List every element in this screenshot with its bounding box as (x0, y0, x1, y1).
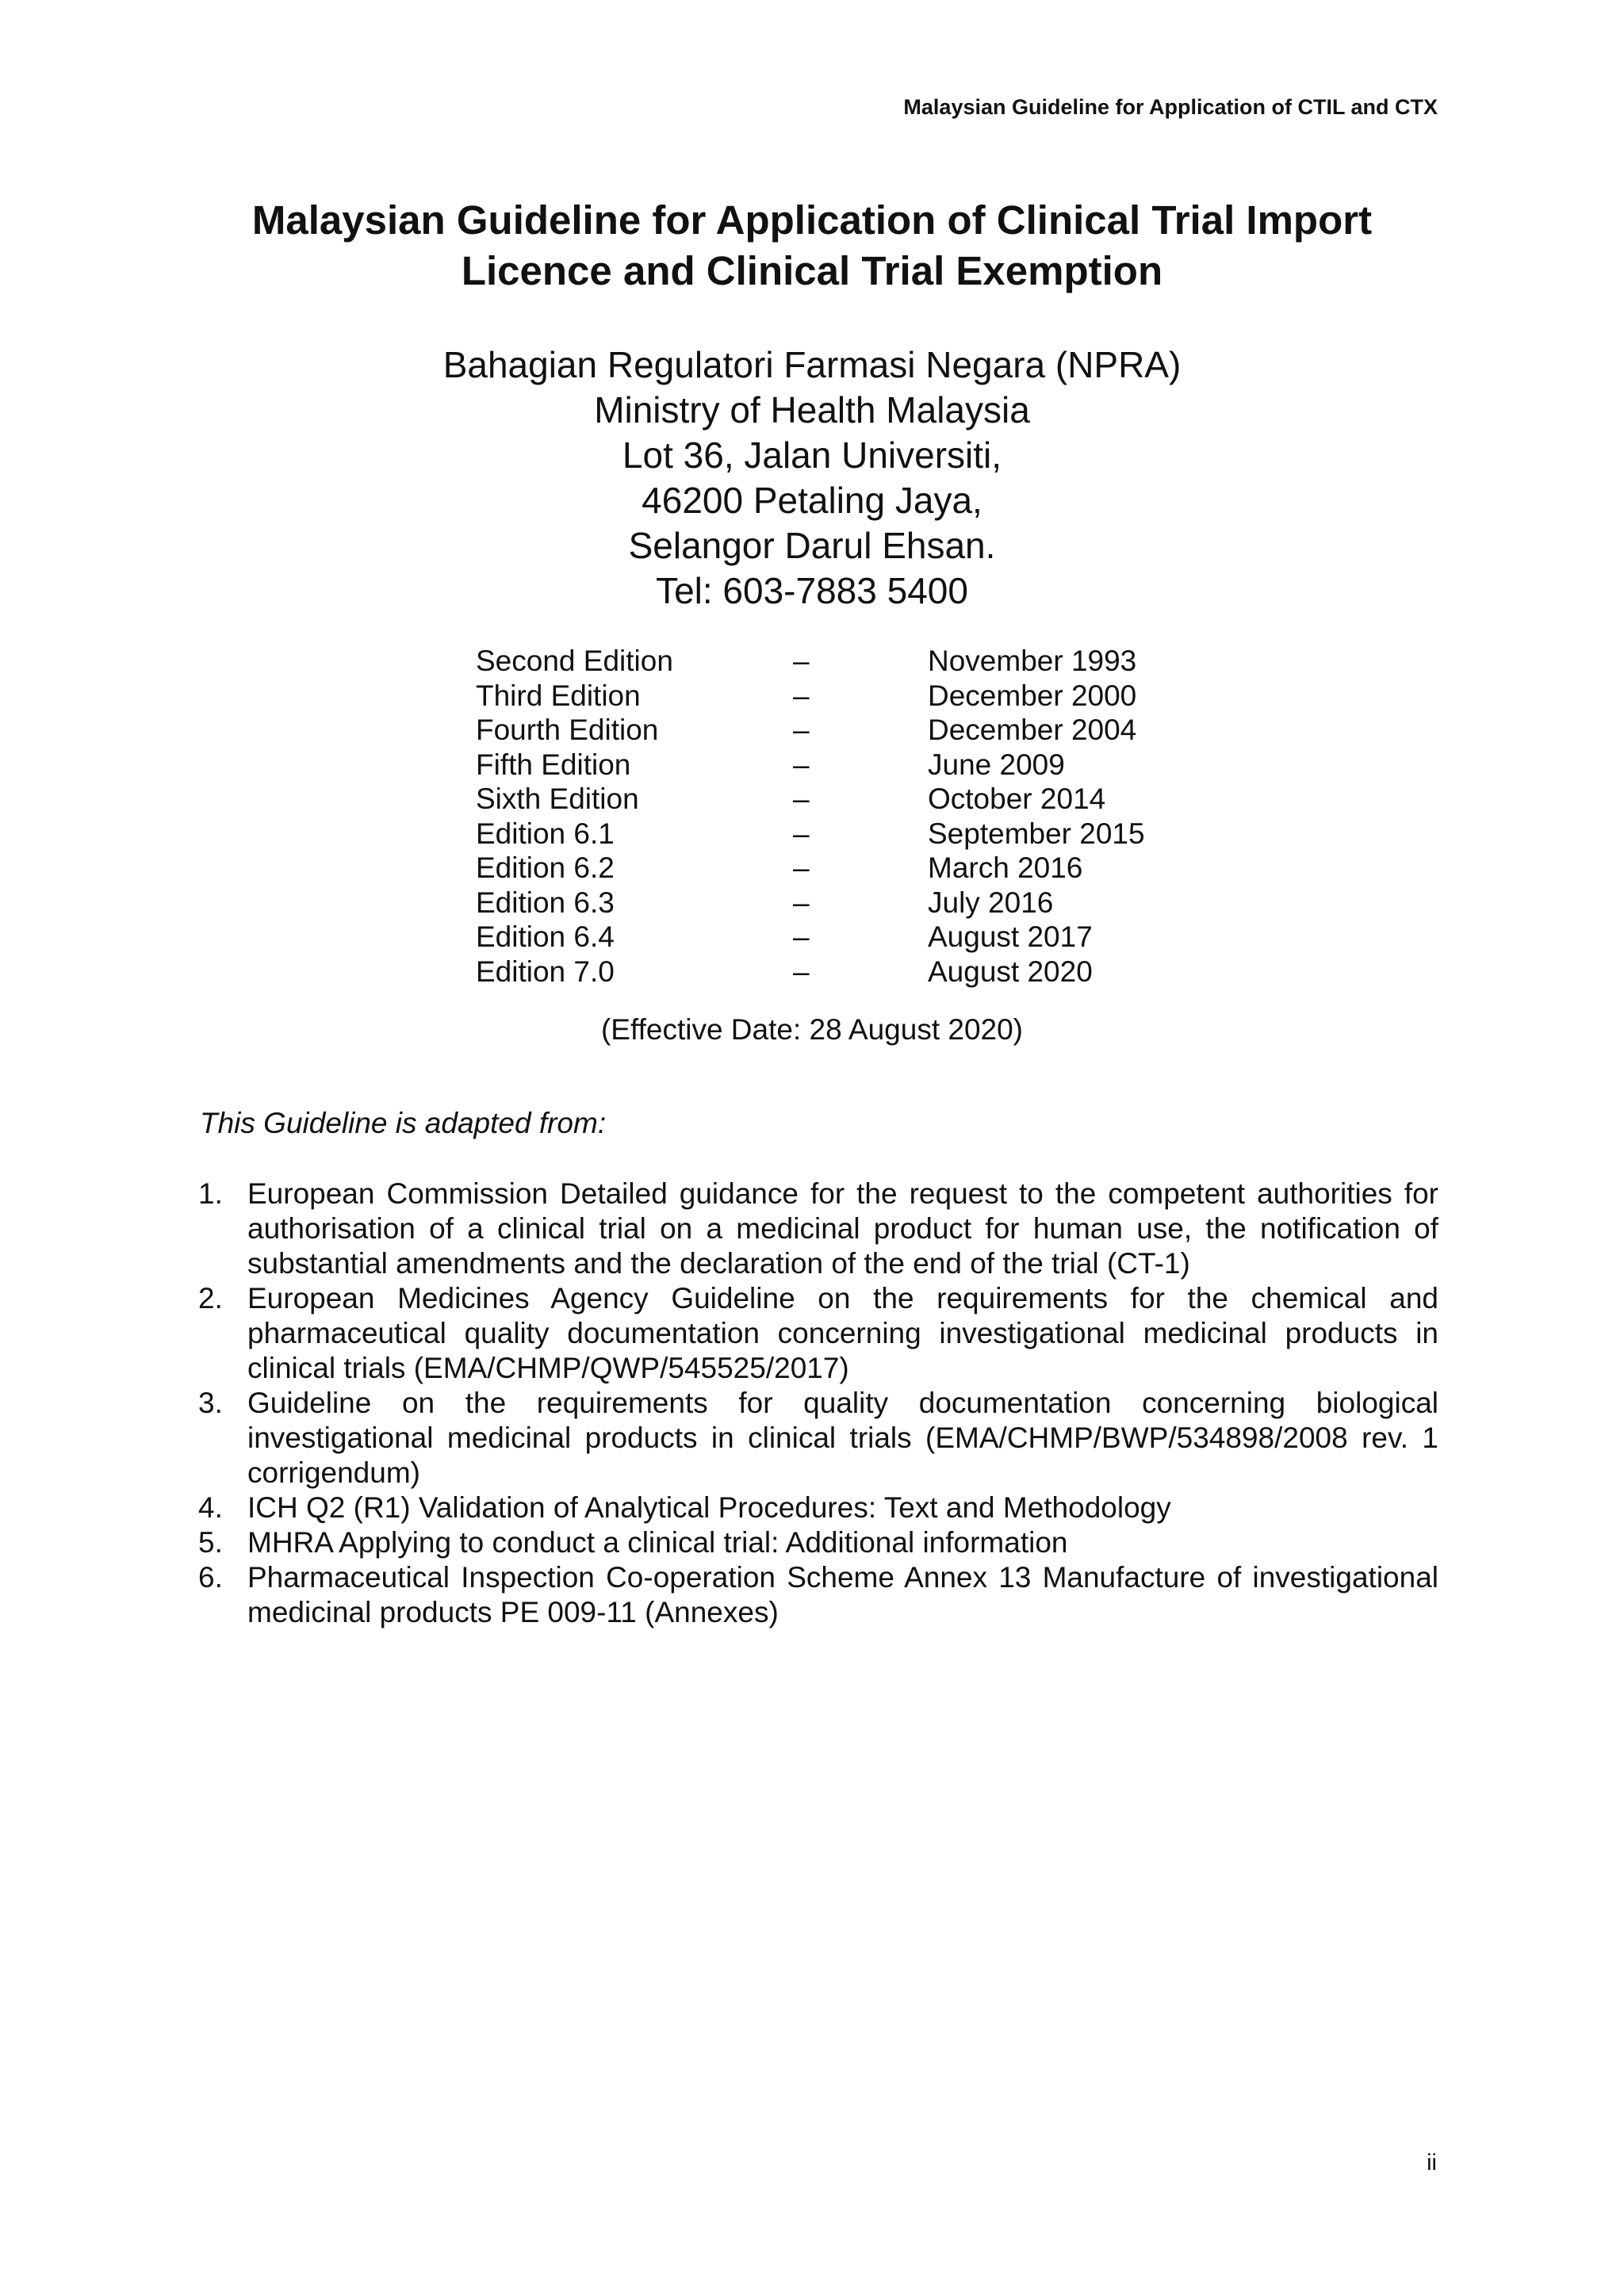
reference-text: ICH Q2 (R1) Validation of Analytical Procedures: Text and Methodology (247, 1491, 1171, 1524)
title-line-1: Malaysian Guideline for Application of Clinical Trial Import (251, 197, 1373, 243)
document-title (0, 195, 1624, 297)
edition-dash: – (793, 920, 810, 953)
edition-row (476, 851, 1245, 886)
edition-name: Sixth Edition (476, 783, 639, 815)
edition-dash: – (793, 748, 810, 781)
reference-text: European Commission Detailed guidance for the request to the competent authorities for authorisation of a clinical trial on a medicinal product for human use, the notification of substantial amendments and the declaration of the end of the trial (CT-1) (247, 1177, 1438, 1280)
reference-text: Guideline on the requirements for quality documentation concerning biological investigational medicinal products in clinical trials (EMA/CHMP/BWP/534898/2008 rev. 1 corrigendum) (247, 1387, 1438, 1489)
effective-date: (Effective Date: 28 August 2020) (600, 1013, 1024, 1046)
edition-row (476, 817, 1245, 851)
edition-row (476, 782, 1245, 817)
page-number: ii (1427, 2150, 1437, 2175)
edition-date: August 2017 (928, 920, 1093, 953)
reference-item (198, 1281, 1438, 1386)
edition-row (476, 679, 1245, 714)
edition-row (476, 955, 1245, 989)
edition-date: July 2016 (928, 886, 1054, 919)
edition-date: March 2016 (928, 851, 1083, 884)
edition-dash: – (793, 783, 810, 815)
reference-item (198, 1386, 1438, 1490)
edition-name: Fourth Edition (476, 714, 659, 746)
edition-name: Second Edition (476, 645, 673, 677)
edition-date: December 2004 (928, 714, 1137, 746)
title-line-2: Licence and Clinical Trial Exemption (461, 248, 1163, 293)
edition-row (476, 644, 1245, 679)
adapted-from-heading: This Guideline is adapted from: (200, 1107, 607, 1139)
edition-history (476, 644, 1245, 989)
reference-item (198, 1525, 1438, 1560)
reference-item (198, 1490, 1438, 1525)
address-line-6: Tel: 603-7883 5400 (656, 570, 968, 611)
edition-name: Edition 6.1 (476, 817, 615, 850)
edition-row (476, 713, 1245, 748)
edition-dash: – (793, 886, 810, 919)
edition-date: June 2009 (928, 748, 1065, 781)
edition-dash: – (793, 817, 810, 850)
edition-dash: – (793, 679, 810, 712)
reference-number: 1. (198, 1177, 223, 1210)
reference-number: 2. (198, 1282, 223, 1314)
edition-date: October 2014 (928, 783, 1106, 815)
reference-item (198, 1177, 1438, 1281)
edition-name: Edition 6.2 (476, 851, 615, 884)
edition-dash: – (793, 851, 810, 884)
edition-name: Edition 7.0 (476, 955, 615, 988)
edition-date: November 1993 (928, 645, 1137, 677)
edition-row (476, 748, 1245, 783)
edition-dash: – (793, 714, 810, 746)
edition-date: August 2020 (928, 955, 1093, 988)
address-line-3: Lot 36, Jalan Universiti, (622, 434, 1002, 476)
reference-list (198, 1177, 1438, 1630)
reference-number: 5. (198, 1526, 223, 1559)
edition-name: Edition 6.3 (476, 886, 615, 919)
address-line-5: Selangor Darul Ehsan. (628, 525, 996, 566)
edition-date: December 2000 (928, 679, 1137, 712)
publisher-address (0, 342, 1624, 614)
address-line-2: Ministry of Health Malaysia (594, 389, 1030, 430)
reference-number: 6. (198, 1561, 223, 1594)
address-line-4: 46200 Petaling Jaya, (642, 480, 982, 521)
reference-text: MHRA Applying to conduct a clinical trial: Additional information (247, 1526, 1068, 1559)
edition-dash: – (793, 645, 810, 677)
edition-name: Third Edition (476, 679, 641, 712)
edition-name: Edition 6.4 (476, 920, 615, 953)
edition-date: September 2015 (928, 817, 1145, 850)
address-line-1: Bahagian Regulatori Farmasi Negara (NPRA) (442, 344, 1182, 385)
reference-text: Pharmaceutical Inspection Co-operation Scheme Annex 13 Manufacture of investigational medicinal products PE 009-11 (Annexes) (247, 1561, 1438, 1628)
edition-row (476, 886, 1245, 920)
reference-number: 3. (198, 1387, 223, 1419)
edition-dash: – (793, 955, 810, 988)
running-header: Malaysian Guideline for Application of CTIL and CTX (903, 95, 1438, 119)
edition-name: Fifth Edition (476, 748, 631, 781)
reference-text: European Medicines Agency Guideline on the requirements for the chemical and pharmaceutical quality documentation concerning investigational medicinal products in clinical trials (EMA/CHMP/QWP/545525/2017) (247, 1282, 1438, 1384)
reference-number: 4. (198, 1491, 223, 1524)
reference-item (198, 1560, 1438, 1630)
edition-row (476, 920, 1245, 955)
